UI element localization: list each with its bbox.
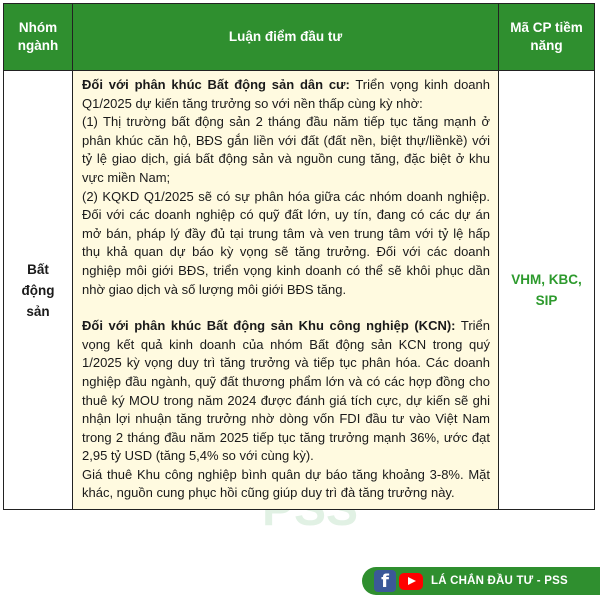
industrial-paragraph bbox=[82, 317, 490, 466]
table-row bbox=[4, 71, 595, 510]
tickers-cell: VHM, KBC, SIP bbox=[499, 71, 595, 510]
header-sector: Nhóm ngành bbox=[4, 4, 73, 71]
industrial-rent: Giá thuê Khu công nghiệp bình quân dự báo tăng khoảng 3-8%. Mặt khác, nguồn cung phục hồi cũng giúp duy trì đà tăng trưởng này. bbox=[82, 466, 490, 501]
table-header-row bbox=[4, 4, 595, 71]
header-thesis: Luận điểm đầu tư bbox=[73, 4, 499, 71]
residential-paragraph bbox=[82, 76, 490, 113]
industrial-title: Đối với phân khúc Bất động sản Khu công nghiệp (KCN): bbox=[82, 318, 456, 334]
footer-brand-text: LÁ CHẮN ĐẦU TƯ - PSS bbox=[431, 575, 568, 587]
investment-table bbox=[3, 3, 595, 510]
residential-point-2: (2) KQKD Q1/2025 sẽ có sự phân hóa giữa các nhóm doanh nghiệp. Đối với các doanh nghiệp có quỹ đất lớn, uy tín, đang có các dự án mở bán, pháp lý đầy đủ tại trung tâm và ven trung tâm với tỷ lệ hấp thụ khả quan dự báo kỳ vọng sẽ tăng trưởng. Đối với các doanh nghiệp môi giới BĐS, triển vọng kinh doanh có thể sẽ khôi phục dần nhờ giao dịch và số lượng môi giới BĐS tăng. bbox=[82, 188, 490, 297]
youtube-icon[interactable] bbox=[399, 573, 423, 590]
residential-point-1: (1) Thị trường bất động sản 2 tháng đầu năm tiếp tục tăng mạnh ở phân khúc căn hộ, BĐS gắn liền với đất (đất nền, biệt thự/liềnkề) với tỷ lệ giao dịch, giá bất động sản và nguồn cung tăng, đặc biệt ở khu vực miền Nam; bbox=[82, 114, 490, 185]
facebook-icon[interactable]: f bbox=[374, 570, 396, 592]
header-tickers: Mã CP tiềm năng bbox=[499, 4, 595, 71]
residential-title: Đối với phân khúc Bất động sản dân cư: bbox=[82, 77, 350, 92]
industrial-body: Triển vọng kết quả kinh doanh của nhóm Bất động sản KCN trong quý 1/2025 kỳ vọng duy trì tăng trưởng và tiếp tục phân hóa. Các doanh nghiệp đầu ngành, quỹ đất thương phẩm lớn và có các hợp đồng cho thuê ký MOU trong năm 2024 được đánh giá tích cực, dự kiến sẽ ghi nhận lợi nhuận tăng trưởng nhờ dòng vốn FDI đầu tư vào Việt Nam trong 2 tháng đầu năm 2025 tiếp tục tăng trưởng mạnh 36%, ước đạt 2,95 tỷ USD (tăng 5,4% so với cùng kỳ). bbox=[82, 318, 491, 464]
sector-cell: Bất động sản bbox=[4, 71, 73, 510]
residential-intro: Triển vọng kinh doanh Q1/2025 dự kiến tăng trưởng so với nền thấp cùng kỳ nhờ: bbox=[82, 77, 490, 111]
thesis-cell bbox=[73, 71, 499, 510]
paragraph-gap bbox=[82, 299, 490, 317]
